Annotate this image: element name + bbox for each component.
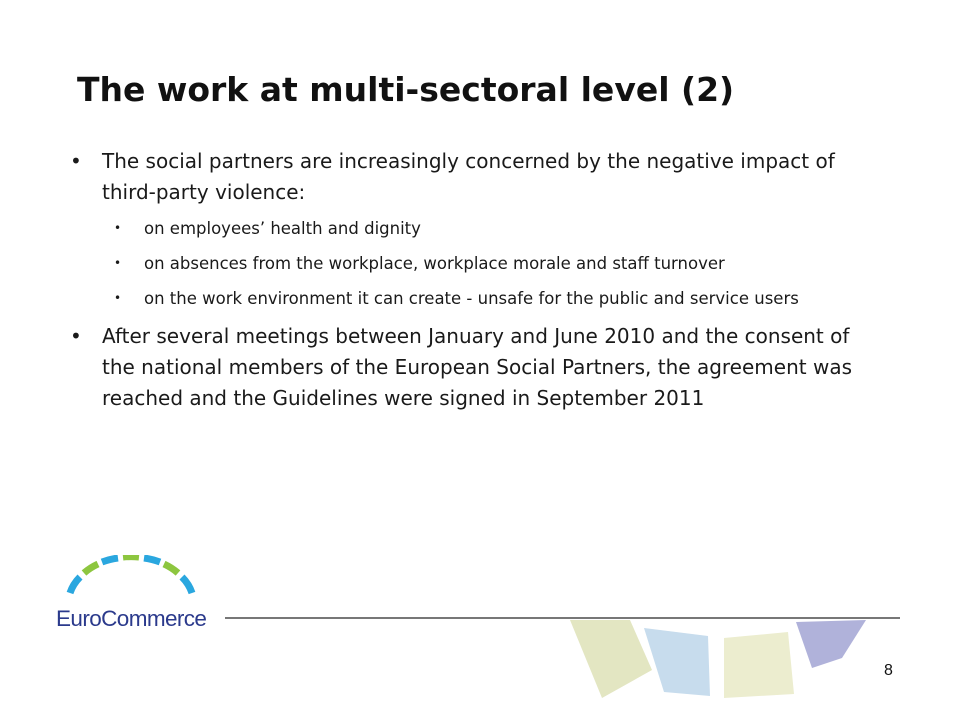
decorative-arc-icon — [540, 600, 900, 720]
slide-content — [68, 146, 868, 422]
page-number: 8 — [884, 662, 893, 679]
subbullet-marker: • — [114, 221, 122, 235]
subbullet-marker: • — [114, 256, 122, 270]
subbullet-3-text: on the work environment it can create - unsafe for the public and service users — [144, 289, 799, 308]
bullet-2 — [68, 321, 868, 414]
logo-wordmark: EuroCommerce — [56, 606, 207, 631]
subbullet-2-text: on absences from the workplace, workplace morale and staff turnover — [144, 254, 725, 273]
subbullet-3 — [68, 286, 868, 311]
bullet-1-subbullets — [68, 216, 868, 311]
bullet-marker: • — [70, 149, 82, 173]
logo-ring-icon — [70, 557, 192, 593]
bullet-1 — [68, 146, 868, 208]
slide-title: The work at multi-sectoral level (2) — [77, 70, 735, 109]
bullet-1-text: The social partners are increasingly concerned by the negative impact of third-party violence: — [102, 149, 835, 204]
subbullet-marker: • — [114, 291, 122, 305]
bullet-marker: • — [70, 324, 82, 348]
subbullet-1-text: on employees’ health and dignity — [144, 219, 421, 238]
subbullet-1 — [68, 216, 868, 241]
bullet-2-text: After several meetings between January and June 2010 and the consent of the national members of the European Social Partners, the agreement was reached and the Guidelines were signed in September 2011 — [102, 324, 852, 410]
subbullet-2 — [68, 251, 868, 276]
